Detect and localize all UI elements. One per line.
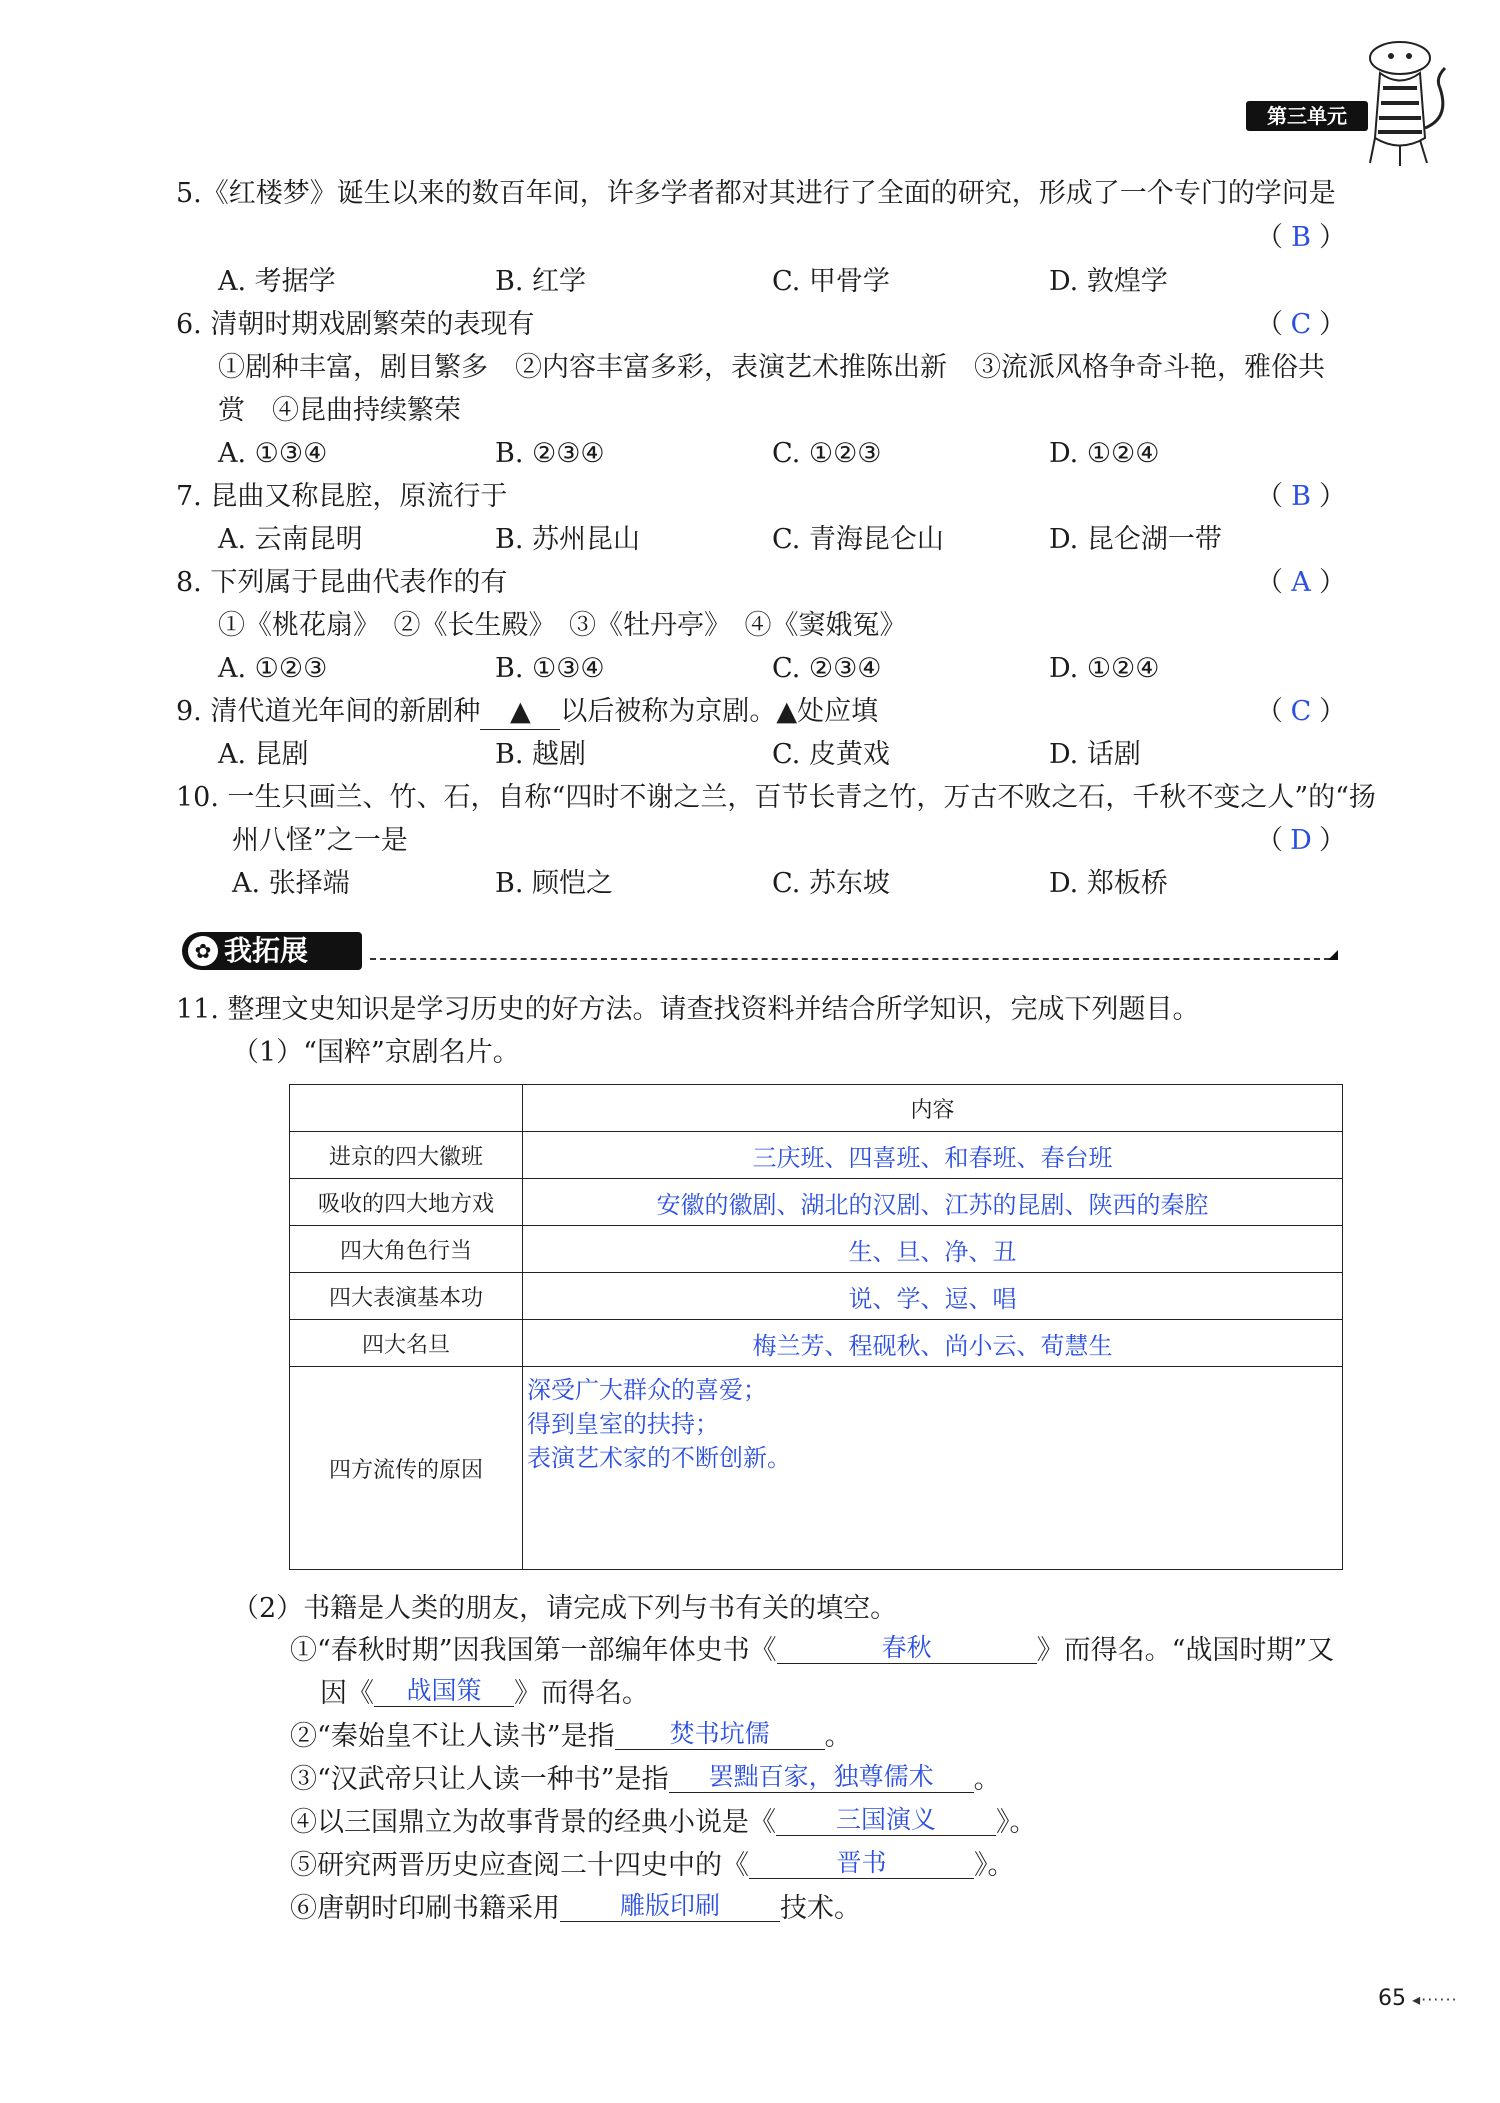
q6-statements-line1: ①剧种丰富，剧目繁多 ②内容丰富多彩，表演艺术推陈出新 ③流派风格争奇斗艳，雅俗共	[218, 352, 1325, 383]
section-title: 我拓展	[224, 934, 309, 967]
page-number	[1378, 1986, 1458, 2011]
row-label: 吸收的四大地方戏	[290, 1179, 523, 1226]
question-9-blank	[480, 695, 560, 730]
table-header-content: 内容	[523, 1085, 1343, 1132]
fill-2-text-b: 。	[824, 1721, 852, 1752]
q8-statements: ①《桃花扇》 ②《长生殿》 ③《牡丹亭》 ④《窦娥冤》	[218, 610, 907, 641]
fill-1-answer: 春秋	[777, 1633, 1037, 1664]
table-row	[290, 1132, 1343, 1179]
answer-q5: （ B ）	[1256, 222, 1346, 253]
table-header-empty	[290, 1085, 523, 1132]
question-9-before: 9. 清代道光年间的新剧种	[176, 696, 481, 727]
fill-3	[290, 1763, 1001, 1797]
table-row	[290, 1320, 1343, 1367]
q10-option-c: C. 苏东坡	[772, 868, 890, 899]
row-value: 生、旦、净、丑	[523, 1226, 1343, 1273]
question-9	[176, 695, 878, 730]
table-row-reasons	[290, 1367, 1343, 1570]
question-10-line2: 州八怪”之一是	[232, 825, 408, 856]
reason-cell	[523, 1367, 1343, 1570]
fill-4-answer: 三国演义	[776, 1805, 996, 1836]
row-label: 四大表演基本功	[290, 1273, 523, 1320]
row-label: 进京的四大徽班	[290, 1132, 523, 1179]
q7-option-b: B. 苏州昆山	[495, 524, 641, 555]
q5-option-b: B. 红学	[495, 266, 587, 297]
table-row	[290, 1273, 1343, 1320]
answer-q6: （ C ）	[1256, 309, 1346, 340]
fill-4-text-a: ④以三国鼎立为故事背景的经典小说是《	[290, 1807, 776, 1838]
row-value: 说、学、逗、唱	[523, 1273, 1343, 1320]
fill-2-answer: 焚书坑儒	[615, 1719, 825, 1750]
fill-3-text-b: 。	[973, 1764, 1001, 1795]
fill-5	[290, 1849, 1015, 1883]
answer-q9: （ C ）	[1256, 696, 1346, 727]
answer-q9-value: C	[1290, 696, 1312, 727]
fill-1-text-a: ①“春秋时期”因我国第一部编年体史书《	[290, 1635, 777, 1666]
reason-line: 得到皇室的扶持；	[527, 1410, 719, 1438]
fill-5-text-b: 》。	[974, 1850, 1015, 1881]
table-header-row	[290, 1085, 1343, 1132]
q6-option-b: B. ②③④	[495, 438, 605, 469]
q8-option-d: D. ①②④	[1049, 653, 1160, 684]
section-divider	[370, 958, 1330, 960]
q11-part1-title: （1）“国粹”京剧名片。	[232, 1037, 520, 1068]
q5-option-c: C. 甲骨学	[772, 266, 890, 297]
answer-q5-value: B	[1291, 222, 1311, 253]
tiger-mascot-icon	[1345, 28, 1455, 168]
row-value: 安徽的徽剧、湖北的汉剧、江苏的昆剧、陕西的秦腔	[523, 1179, 1343, 1226]
question-11: 11. 整理文史知识是学习历史的好方法。请查找资料并结合所学知识，完成下列题目。	[176, 994, 1200, 1025]
question-5: 5.《红楼梦》诞生以来的数百年间，许多学者都对其进行了全面的研究，形成了一个专门的学问是	[176, 178, 1336, 209]
fill-5-answer: 晋书	[749, 1848, 974, 1879]
q7-option-a: A. 云南昆明	[218, 524, 363, 555]
section-banner	[182, 932, 362, 970]
q5-option-a: A. 考据学	[218, 266, 336, 297]
row-value: 梅兰芳、程砚秋、尚小云、荀慧生	[523, 1320, 1343, 1367]
q9-option-a: A. 昆剧	[218, 739, 309, 770]
question-6: 6. 清朝时期戏剧繁荣的表现有	[176, 309, 535, 340]
q9-option-c: C. 皮黄戏	[772, 739, 890, 770]
answer-q10-value: D	[1290, 825, 1312, 856]
q9-option-d: D. 话剧	[1049, 739, 1141, 770]
q8-option-c: C. ②③④	[772, 653, 882, 684]
peking-opera-table	[289, 1084, 1343, 1570]
fill-5-text-a: ⑤研究两晋历史应查阅二十四史中的《	[290, 1850, 749, 1881]
q9-option-b: B. 越剧	[495, 739, 587, 770]
answer-q7-value: B	[1291, 481, 1311, 512]
answer-q7: （ B ）	[1256, 481, 1346, 512]
answer-q6-value: C	[1290, 309, 1312, 340]
question-9-mark: ▲	[509, 696, 531, 727]
q8-option-b: B. ①③④	[495, 653, 605, 684]
reason-label: 四方流传的原因	[290, 1367, 523, 1570]
section-divider-arrow	[1328, 950, 1338, 960]
fill-6-text-a: ⑥唐朝时印刷书籍采用	[290, 1893, 560, 1924]
unit-label: 第三单元	[1267, 104, 1347, 128]
fill-6-answer: 雕版印刷	[560, 1891, 780, 1922]
row-label: 四大角色行当	[290, 1226, 523, 1273]
q7-option-d: D. 昆仑湖一带	[1049, 524, 1222, 555]
table-row	[290, 1226, 1343, 1273]
q10-option-d: D. 郑板桥	[1049, 868, 1168, 899]
answer-q10: （ D ）	[1256, 825, 1346, 856]
q7-option-c: C. 青海昆仑山	[772, 524, 944, 555]
row-label: 四大名旦	[290, 1320, 523, 1367]
q5-option-d: D. 敦煌学	[1049, 266, 1168, 297]
question-7: 7. 昆曲又称昆腔，原流行于	[176, 481, 508, 512]
fill-4-text-b: 》。	[996, 1807, 1037, 1838]
answer-q8-value: A	[1291, 567, 1311, 598]
reason-line: 深受广大群众的喜爱；	[527, 1376, 767, 1404]
table-row	[290, 1179, 1343, 1226]
q6-statements-line2: 赏 ④昆曲持续繁荣	[218, 395, 461, 426]
fill-2-text-a: ②“秦始皇不让人读书”是指	[290, 1721, 615, 1752]
q10-option-a: A. 张择端	[232, 868, 350, 899]
row-value: 三庆班、四喜班、和春班、春台班	[523, 1132, 1343, 1179]
fill-3-text-a: ③“汉武帝只让人读一种书”是指	[290, 1764, 669, 1795]
fill-1-text-c: 因《	[320, 1678, 374, 1709]
fill-2	[290, 1720, 852, 1754]
q11-part2-title: （2）书籍是人类的朋友，请完成下列与书有关的填空。	[232, 1593, 898, 1624]
question-10: 10. 一生只画兰、竹、石，自称“四时不谢之兰，百节长青之竹，万古不败之石，千秋不变之人”的“扬	[176, 782, 1376, 813]
q6-option-c: C. ①②③	[772, 438, 882, 469]
arrow-left-icon: ◂······	[1406, 1990, 1458, 2009]
fill-3-answer: 罢黜百家，独尊儒术	[669, 1762, 974, 1793]
fill-1-cont	[320, 1677, 649, 1711]
question-9-after: 以后被称为京剧。▲处应填	[560, 696, 879, 727]
fill-6	[290, 1892, 861, 1926]
q6-option-d: D. ①②④	[1049, 438, 1160, 469]
fill-1-text-d: 》而得名。	[514, 1678, 649, 1709]
reason-line: 表演艺术家的不断创新。	[527, 1444, 791, 1472]
question-8: 8. 下列属于昆曲代表作的有	[176, 567, 508, 598]
fill-4	[290, 1806, 1037, 1840]
page-number-value: 65	[1378, 1986, 1406, 2011]
fill-1	[290, 1634, 1334, 1668]
q10-option-b: B. 顾恺之	[495, 868, 614, 899]
leaf-icon: ✿	[188, 936, 218, 966]
fill-1-text-b: 》而得名。“战国时期”又	[1036, 1635, 1335, 1666]
answer-q8: （ A ）	[1256, 567, 1346, 598]
q8-option-a: A. ①②③	[218, 653, 328, 684]
q6-option-a: A. ①③④	[218, 438, 328, 469]
fill-6-text-b: 技术。	[780, 1893, 861, 1924]
fill-1-answer-2: 战国策	[374, 1676, 514, 1707]
